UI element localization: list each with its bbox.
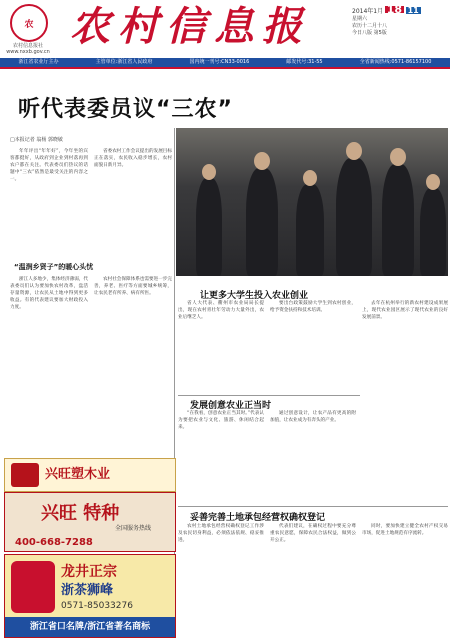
article-column — [178, 300, 264, 388]
photo-person — [336, 158, 372, 276]
issue-number: 11 — [407, 6, 419, 15]
section-divider — [178, 506, 448, 507]
advertisement[interactable] — [4, 554, 176, 638]
article-column — [270, 300, 356, 388]
ad-title: 兴旺塑木业 — [45, 467, 111, 482]
lunar-date: 农历十二月十八 — [352, 23, 388, 29]
section-subhead: “温润乡贤子”的暖心头忧 — [14, 263, 94, 271]
photo-head — [254, 152, 270, 170]
section-divider — [178, 395, 360, 396]
sub-article-title[interactable]: 妥善完善土地承包经营权确权登记 — [190, 513, 326, 523]
paragraph: 通过创意设计，让农产品有更高的附加值，让农业成为有奔头的产业。 — [270, 411, 356, 423]
logo-emblem-icon: 农 — [10, 4, 48, 42]
paragraph: 代表们建议，在确权过程中要充分尊重农民意愿，保障农民合法权益，做到公开公正。 — [270, 524, 356, 543]
info-bar — [0, 58, 450, 67]
paragraph: 去年在杭州举行的新农村建设成果展上，现代农业园区展示了现代农业的良好发展前景。 — [362, 301, 448, 320]
article-column — [10, 276, 88, 454]
sub-article-title[interactable]: 发展创意农业正当时 — [190, 401, 272, 411]
paragraph: 同时，要加快建立健全农村产权交易市场，促进土地规范有序流转。 — [362, 524, 448, 536]
paper-title: 农村信息报 — [70, 3, 310, 50]
article-column — [94, 276, 172, 454]
lion-mascot-icon — [11, 561, 55, 613]
ad-phone: 0571-85033276 — [61, 601, 133, 611]
article-column — [94, 148, 172, 258]
info-item: 全省新闻热线:0571-86157100 — [359, 59, 432, 65]
article-column — [362, 523, 448, 635]
photo-person — [196, 178, 222, 276]
paragraph: 农村社会保障体系也需要进一步完善，养老、医疗等方面要城乡统筹，让农民老有所养、病有所医。 — [94, 277, 172, 296]
photo-head — [346, 142, 362, 160]
photo-head — [426, 174, 440, 190]
photo-person — [296, 184, 324, 276]
photo-head — [303, 170, 317, 186]
info-item: 邮发代号:31-55 — [286, 59, 323, 65]
news-photo[interactable] — [176, 128, 448, 276]
photo-person — [382, 164, 414, 276]
main-headline[interactable]: 听代表委员议“三农” — [18, 97, 233, 122]
ad-phone: 400-668-7288 — [15, 537, 93, 548]
paragraph: “在我看，创意农业正当其时。”代表认为要把农业与文化、旅游、休闲结合起来。 — [178, 411, 264, 430]
advertisement[interactable] — [4, 492, 176, 552]
sub-article-title[interactable]: 让更多大学生投入农业创业 — [200, 291, 309, 301]
paragraph: 省委农村工作会议提出的发展目标正在落实，农民收入稳步增长，农村面貌日新月异。 — [94, 149, 172, 168]
logo-caption: 农村信息报社 www.nxxb.gov.cn — [6, 43, 50, 55]
article-column — [270, 410, 356, 500]
paragraph: 要出台政策鼓励大学生到农村创业，给予资金扶持和技术培训。 — [270, 301, 356, 313]
advertisement[interactable] — [4, 458, 176, 492]
ad-logo-icon — [11, 463, 39, 487]
ad-title-secondary: 浙茶狮峰 — [61, 583, 114, 598]
ad-title: 兴旺 特种 — [41, 503, 120, 524]
ad-subtitle: 全国服务热线 — [115, 525, 152, 532]
paragraph: 年年评出“年年好”，今年坐的宾客都挺好，从政府到企业到村落再到农户都在关注。代表委员们热议的话题中“三农”依然是最受关注的内容之一。 — [10, 149, 88, 182]
paragraph: 浙江人多地少，集体经济薄弱，代表委员们认为要加快农村改革，盘活存量资源，让农民从土地中得到更多收益。有的代表建议要加大财政投入力度。 — [10, 277, 88, 310]
byline: □本报记者 翁杨 郭晓敏 — [10, 137, 63, 143]
issue-date: 2014年1月 — [352, 8, 384, 15]
article-column — [270, 523, 356, 635]
info-item: 国内统一刊号:CN33-0016 — [189, 59, 250, 65]
article-column — [178, 523, 264, 635]
issue-day: 18 — [386, 3, 402, 16]
photo-person — [420, 188, 446, 276]
header-divider — [0, 67, 450, 69]
masthead — [0, 0, 450, 58]
date-box — [352, 3, 444, 54]
article-column — [10, 148, 88, 258]
ad-banner: 浙江省口名牌/浙江省著名商标 — [5, 617, 175, 637]
newspaper-logo[interactable] — [6, 4, 50, 55]
paragraph: 省人大代表、衢州市农业局局长提出，现在农村青壮年劳动力大量外出，农业后继乏人。 — [178, 301, 264, 320]
edition-info: 今日八版 第5版 — [352, 30, 387, 36]
info-item: 浙江省农业厅主办 — [18, 59, 59, 65]
photo-person — [246, 168, 278, 276]
photo-head — [390, 148, 406, 166]
photo-head — [202, 164, 216, 180]
weekday: 星期六 — [352, 16, 368, 22]
paragraph: 农村土地承包经营权确权登记工作涉及农民切身利益，必须依法依规、稳妥推进。 — [178, 524, 264, 543]
info-item: 主管单位:浙江省人民政府 — [95, 59, 153, 65]
article-column — [178, 410, 264, 500]
ad-title: 龙井正宗 — [61, 564, 117, 580]
